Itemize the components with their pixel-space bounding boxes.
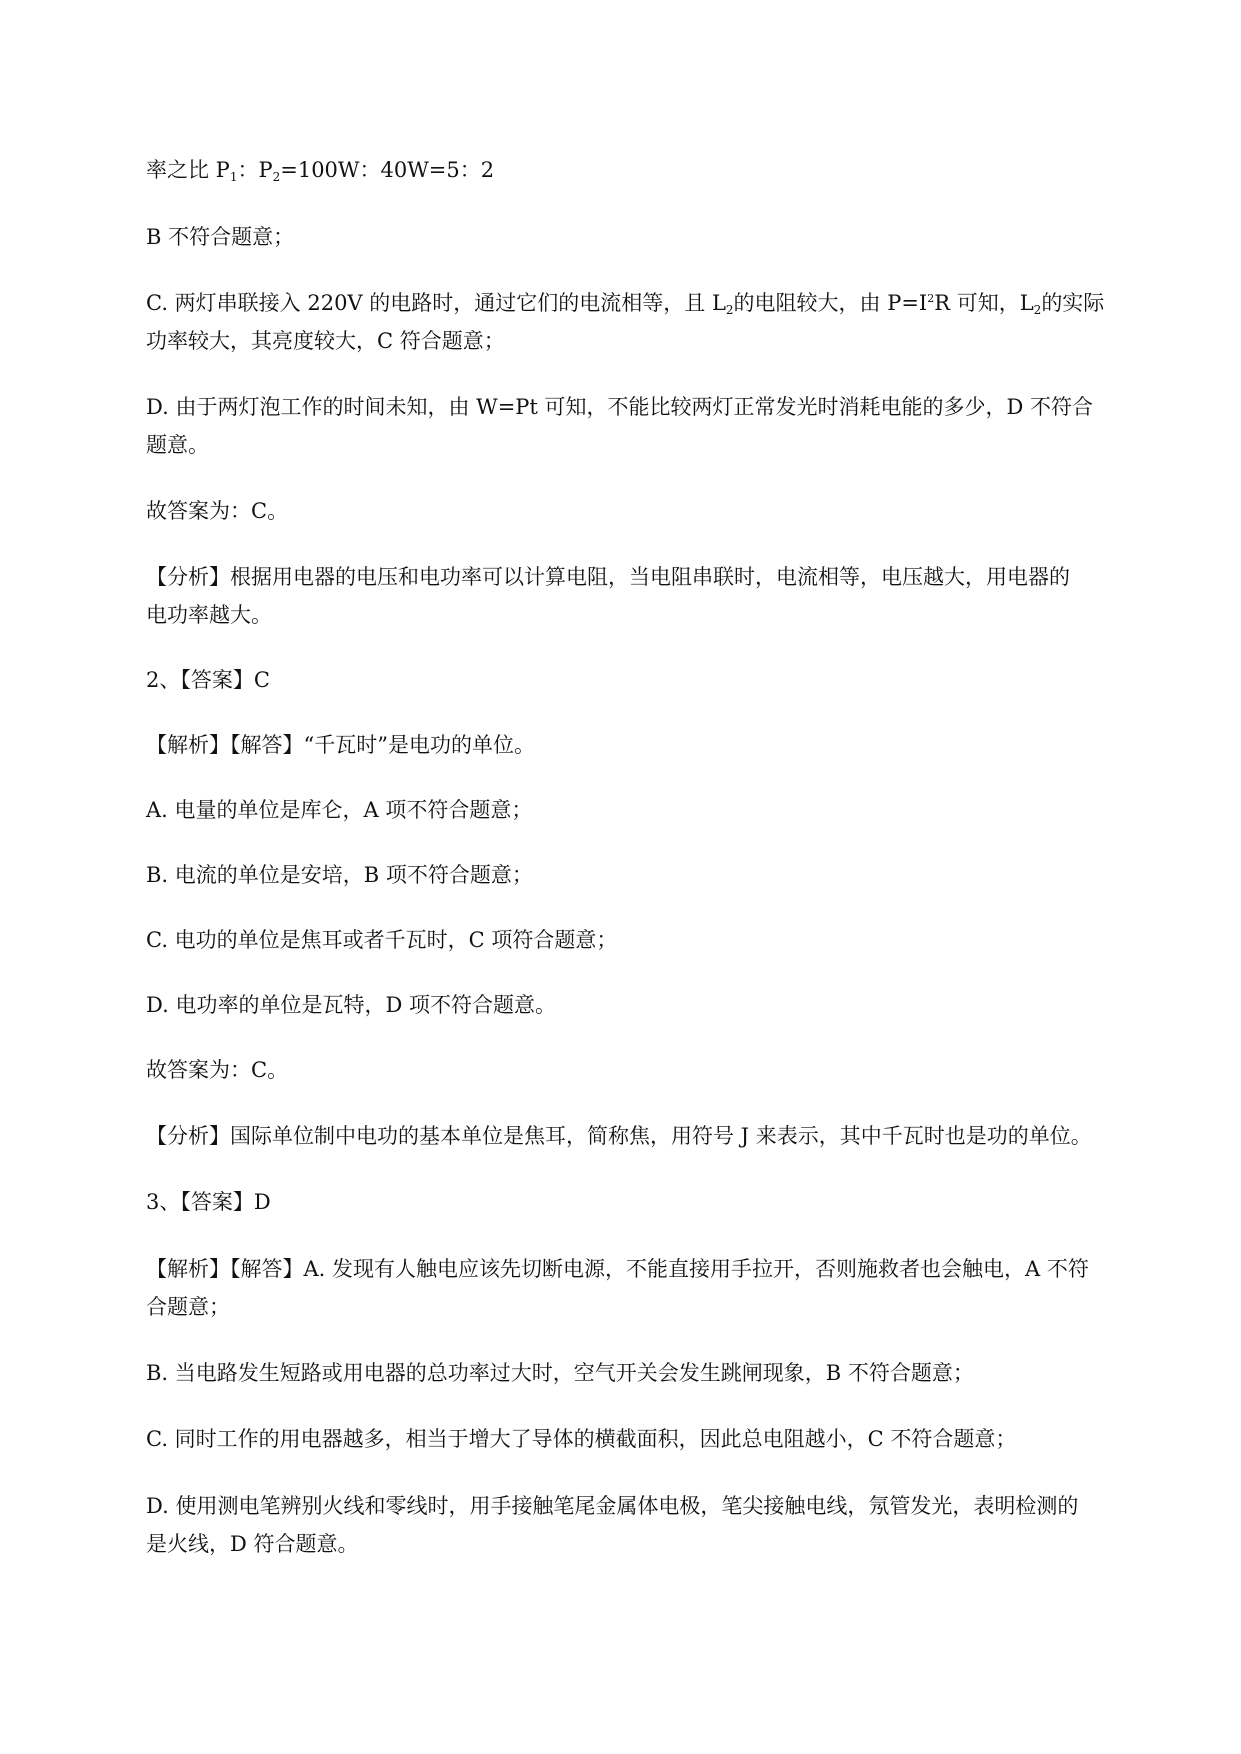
text-line-answer: 故答案为：C。 — [146, 499, 289, 523]
text-line: D. 电功率的单位是瓦特，D 项不符合题意。 — [146, 993, 556, 1017]
text-line-answer: 故答案为：C。 — [146, 1058, 289, 1082]
question-2-answer: 2、【答案】C — [146, 668, 270, 692]
text-line: 功率较大，其亮度较大，C 符合题意； — [146, 329, 505, 353]
text-line: D. 由于两灯泡工作的时间未知，由 W=Pt 可知，不能比较两灯正常发光时消耗电能的多少，D 不符合 — [146, 395, 1094, 419]
text-line: 题意。 — [146, 433, 209, 457]
text-run: C. 两灯串联接入 220V 的电路时，通过它们的电流相等，且 L — [146, 291, 726, 315]
text-run: 的电阻较大，由 P=I — [733, 291, 928, 315]
text-run: R 可知，L — [934, 291, 1034, 315]
text-line: D. 使用测电笔辨别火线和零线时，用手接触笔尾金属体电极，笔尖接触电线，氖管发光，表明检测的 — [146, 1494, 1079, 1518]
text-run: 的实际 — [1041, 291, 1105, 315]
text-line: C. 电功的单位是焦耳或者千瓦时，C 项符合题意； — [146, 928, 618, 952]
text-line-option-c — [146, 287, 1146, 319]
text-line-analysis: 【分析】根据用电器的电压和电功率可以计算电阻，当电阻串联时，电流相等，电压越大，用电器的 — [146, 565, 1070, 589]
text-line-power-ratio — [146, 154, 1146, 186]
subscript: 1 — [229, 170, 238, 184]
text-line: 【解析】【解答】A. 发现有人触电应该先切断电源，不能直接用手拉开，否则施救者也会触电，A 不符 — [146, 1257, 1089, 1281]
text-line: 【解析】【解答】“千瓦时”是电功的单位。 — [146, 733, 535, 757]
text-line: B 不符合题意； — [146, 225, 295, 249]
text-line: C. 同时工作的用电器越多，相当于增大了导体的横截面积，因此总电阻越小，C 不符合题意； — [146, 1427, 1017, 1451]
text-line-analysis: 【分析】国际单位制中电功的基本单位是焦耳，简称焦，用符号 J 来表示，其中千瓦时也是功的单位。 — [146, 1124, 1092, 1148]
text-line: 合题意； — [146, 1295, 230, 1319]
text-run: 率之比 P — [146, 158, 230, 182]
text-line: A. 电量的单位是库仑，A 项不符合题意； — [146, 798, 533, 822]
subscript: 2 — [725, 303, 734, 317]
text-line: 电功率越大。 — [146, 603, 272, 627]
subscript: 2 — [272, 170, 281, 184]
text-run: ：P — [237, 158, 273, 182]
text-line: 是火线，D 符合题意。 — [146, 1532, 359, 1556]
question-3-answer: 3、【答案】D — [146, 1190, 271, 1214]
text-line: B. 电流的单位是安培，B 项不符合题意； — [146, 863, 533, 887]
superscript: 2 — [927, 292, 935, 305]
text-line: B. 当电路发生短路或用电器的总功率过大时，空气开关会发生跳闸现象，B 不符合题意； — [146, 1361, 974, 1385]
text-run: =100W：40W=5：2 — [280, 158, 495, 182]
subscript: 2 — [1033, 303, 1042, 317]
